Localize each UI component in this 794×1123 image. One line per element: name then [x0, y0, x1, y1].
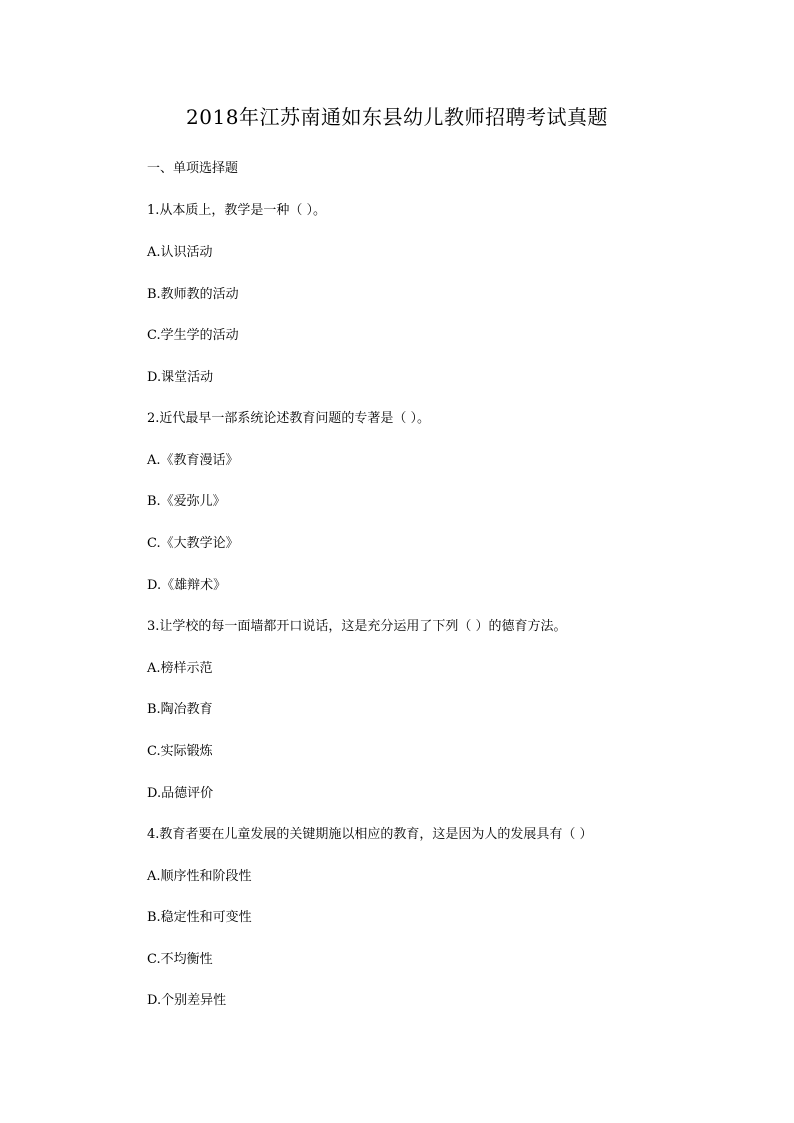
answer-option: A.顺序性和阶段性	[147, 869, 252, 884]
answer-option: C.学生学的活动	[147, 328, 239, 343]
question-stem: 3.让学校的每一面墙都开口说话，这是充分运用了下列（ ）的德育方法。	[147, 619, 567, 634]
answer-option: B.《爱弥儿》	[147, 494, 226, 509]
answer-option: A.榜样示范	[147, 661, 213, 676]
answer-option: B.稳定性和可变性	[147, 910, 252, 925]
answer-option: B.陶冶教育	[147, 702, 213, 717]
question-stem: 2.近代最早一部系统论述教育问题的专著是（ ）。	[147, 411, 431, 426]
page-title: 2018年江苏南通如东县幼儿教师招聘考试真题	[186, 105, 608, 129]
answer-option: D.品德评价	[147, 786, 214, 801]
answer-option: D.个别差异性	[147, 993, 227, 1008]
question-stem: 1.从本质上，教学是一种（ ）。	[147, 203, 327, 218]
answer-option: C.《大教学论》	[147, 536, 239, 551]
answer-option: D.课堂活动	[147, 370, 214, 385]
section-heading: 一、单项选择题	[147, 161, 239, 176]
question-stem: 4.教育者要在儿童发展的关键期施以相应的教育，这是因为人的发展具有（ ）	[147, 827, 593, 842]
answer-option: C.实际锻炼	[147, 744, 213, 759]
answer-option: B.教师教的活动	[147, 287, 239, 302]
answer-option: A.《教育漫话》	[147, 453, 239, 468]
answer-option: D.《雄辩术》	[147, 578, 227, 593]
answer-option: A.认识活动	[147, 245, 213, 260]
answer-option: C.不均衡性	[147, 952, 213, 967]
